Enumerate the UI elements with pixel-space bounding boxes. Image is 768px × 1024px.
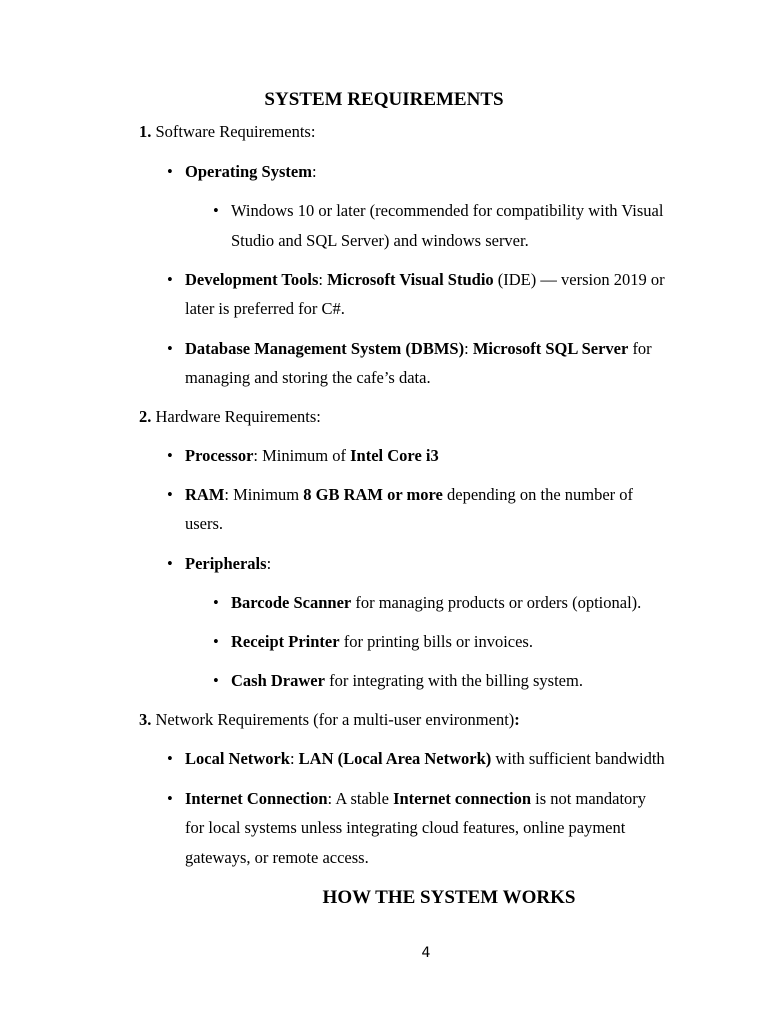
page-number: 4: [421, 945, 431, 961]
item-text: : Minimum of: [253, 446, 351, 465]
list-item-internet-connection: [185, 789, 646, 809]
item-text: for printing bills or invoices.: [339, 632, 533, 651]
list-item-operating-system: [185, 162, 317, 182]
item-text: : Minimum: [224, 485, 304, 504]
bullet-icon: •: [213, 201, 219, 220]
bullet-icon: •: [167, 339, 173, 358]
list-item-internet-line2: for local systems unless integrating cloud features, online payment: [185, 818, 626, 837]
section-title: Software Requirements:: [155, 122, 316, 141]
section-title: Network Requirements (for a multi-user environment): [155, 710, 515, 729]
list-item-ram-line2: users.: [185, 514, 224, 533]
bullet-icon: •: [167, 554, 173, 573]
item-text: :: [311, 162, 317, 181]
item-text: for integrating with the billing system.: [324, 671, 583, 690]
section-number: 3.: [139, 710, 152, 729]
section-number: 2.: [139, 407, 152, 426]
section-number: 1.: [139, 122, 152, 141]
item-label: Local Network: [185, 749, 290, 768]
item-label: Receipt Printer: [231, 632, 340, 651]
item-text: : A stable: [327, 789, 394, 808]
item-text: depending on the number of: [442, 485, 634, 504]
item-emphasis: 8 GB RAM or more: [303, 485, 443, 504]
item-emphasis: LAN (Local Area Network): [298, 749, 492, 768]
item-emphasis: Microsoft Visual Studio: [327, 270, 494, 289]
item-text: for: [628, 339, 652, 358]
item-emphasis: Microsoft SQL Server: [472, 339, 629, 358]
item-label: RAM: [185, 485, 225, 504]
item-label: Processor: [185, 446, 254, 465]
bullet-icon: •: [213, 632, 219, 651]
list-item-dbms-line2: managing and storing the cafe’s data.: [185, 368, 431, 387]
item-text: :: [289, 749, 299, 768]
item-label: Database Management System (DBMS): [185, 339, 465, 358]
bullet-icon: •: [167, 270, 173, 289]
bullet-icon: •: [167, 446, 173, 465]
section-network-heading: [139, 710, 520, 730]
item-text: :: [318, 270, 328, 289]
item-label: Barcode Scanner: [231, 593, 352, 612]
item-emphasis: Internet connection: [393, 789, 532, 808]
list-item-dbms: [185, 339, 652, 359]
item-text: :: [266, 554, 272, 573]
item-label: Internet Connection: [185, 789, 328, 808]
item-text: with sufficient bandwidth: [491, 749, 665, 768]
item-label: Cash Drawer: [231, 671, 325, 690]
list-item-internet-line3: gateways, or remote access.: [185, 848, 369, 867]
sub-item-cash-drawer: [231, 671, 583, 691]
bullet-icon: •: [167, 789, 173, 808]
item-text: :: [464, 339, 473, 358]
item-label: Development Tools: [185, 270, 319, 289]
section-hardware-heading: [139, 407, 321, 427]
item-text: for managing products or orders (optional).: [351, 593, 642, 612]
item-text: (IDE) — version 2019 or: [493, 270, 665, 289]
page-title: SYSTEM REQUIREMENTS: [264, 89, 504, 110]
list-item-processor: [185, 446, 439, 466]
sub-item-os-line2: Studio and SQL Server) and windows server.: [231, 231, 529, 250]
bullet-icon: •: [167, 485, 173, 504]
list-item-ram: [185, 485, 633, 505]
list-item-local-network: [185, 749, 665, 769]
item-label: Peripherals: [185, 554, 267, 573]
bullet-icon: •: [167, 162, 173, 181]
item-emphasis: Intel Core i3: [350, 446, 439, 465]
list-item-peripherals: [185, 554, 271, 574]
section-title: Hardware Requirements:: [155, 407, 321, 426]
bullet-icon: •: [213, 671, 219, 690]
item-text: is not mandatory: [531, 789, 647, 808]
list-item-development-tools-line2: later is preferred for C#.: [185, 299, 345, 318]
next-section-heading: HOW THE SYSTEM WORKS: [322, 887, 576, 908]
item-label: Operating System: [185, 162, 312, 181]
bullet-icon: •: [167, 749, 173, 768]
section-title-colon: :: [514, 710, 520, 729]
list-item-development-tools: [185, 270, 665, 290]
bullet-icon: •: [213, 593, 219, 612]
section-software-heading: [139, 122, 315, 142]
sub-item-receipt-printer: [231, 632, 533, 652]
sub-item-barcode-scanner: [231, 593, 641, 613]
sub-item-os-line1: Windows 10 or later (recommended for compatibility with Visual: [231, 201, 664, 220]
